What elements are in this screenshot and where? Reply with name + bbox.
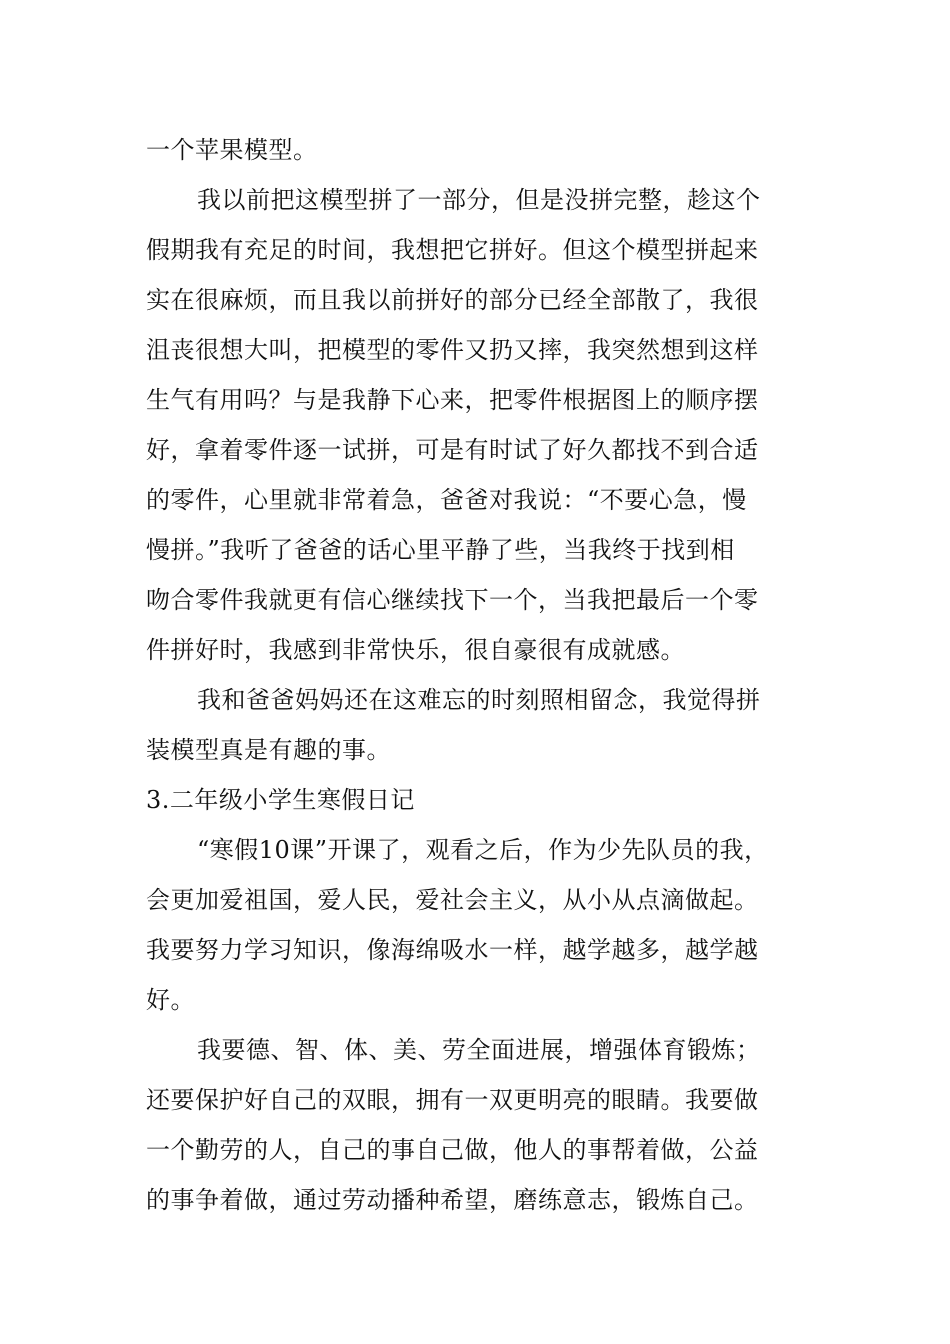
- text-line: 会更加爱祖国，爱人民，爱社会主义，从小从点滴做起。: [146, 886, 759, 914]
- text-line: 还要保护好自己的双眼，拥有一双更明亮的眼睛。我要做: [146, 1086, 759, 1114]
- text-line: 一个苹果模型。: [146, 136, 318, 164]
- text-line: 好。: [146, 986, 195, 1014]
- paragraph-start-line: “寒假10课”开课了，观看之后，作为少先队员的我，: [197, 836, 769, 864]
- text-line: 慢拼。”我听了爸爸的话心里平静了些，当我终于找到相: [146, 536, 735, 564]
- text-line: 装模型真是有趣的事。: [146, 736, 391, 764]
- text-line: 吻合零件我就更有信心继续找下一个，当我把最后一个零: [146, 586, 759, 614]
- paragraph-start-line: 我和爸爸妈妈还在这难忘的时刻照相留念，我觉得拼: [197, 686, 761, 714]
- text-line: 实在很麻烦，而且我以前拼好的部分已经全部散了，我很: [146, 286, 759, 314]
- text-line: 假期我有充足的时间，我想把它拼好。但这个模型拼起来: [146, 236, 759, 264]
- text-line: 沮丧很想大叫，把模型的零件又扔又摔，我突然想到这样: [146, 336, 759, 364]
- text-line: 生气有用吗？与是我静下心来，把零件根据图上的顺序摆: [146, 386, 759, 414]
- text-line: 的事争着做，通过劳动播种希望，磨练意志，锻炼自己。: [146, 1186, 759, 1214]
- text-line: 我要努力学习知识，像海绵吸水一样，越学越多，越学越: [146, 936, 759, 964]
- paragraph-start-line: 我要德、智、体、美、劳全面进展，增强体育锻炼；: [197, 1036, 761, 1064]
- text-line: 的零件，心里就非常着急，爸爸对我说：“不要心急，慢: [146, 486, 747, 514]
- text-line: 好，拿着零件逐一试拼，可是有时试了好久都找不到合适: [146, 436, 759, 464]
- text-line: 件拼好时，我感到非常快乐，很自豪很有成就感。: [146, 636, 685, 664]
- text-line: 一个勤劳的人，自己的事自己做，他人的事帮着做，公益: [146, 1136, 759, 1164]
- section-heading: 3.二年级小学生寒假日记: [146, 786, 415, 814]
- paragraph-start-line: 我以前把这模型拼了一部分，但是没拼完整，趁这个: [197, 186, 761, 214]
